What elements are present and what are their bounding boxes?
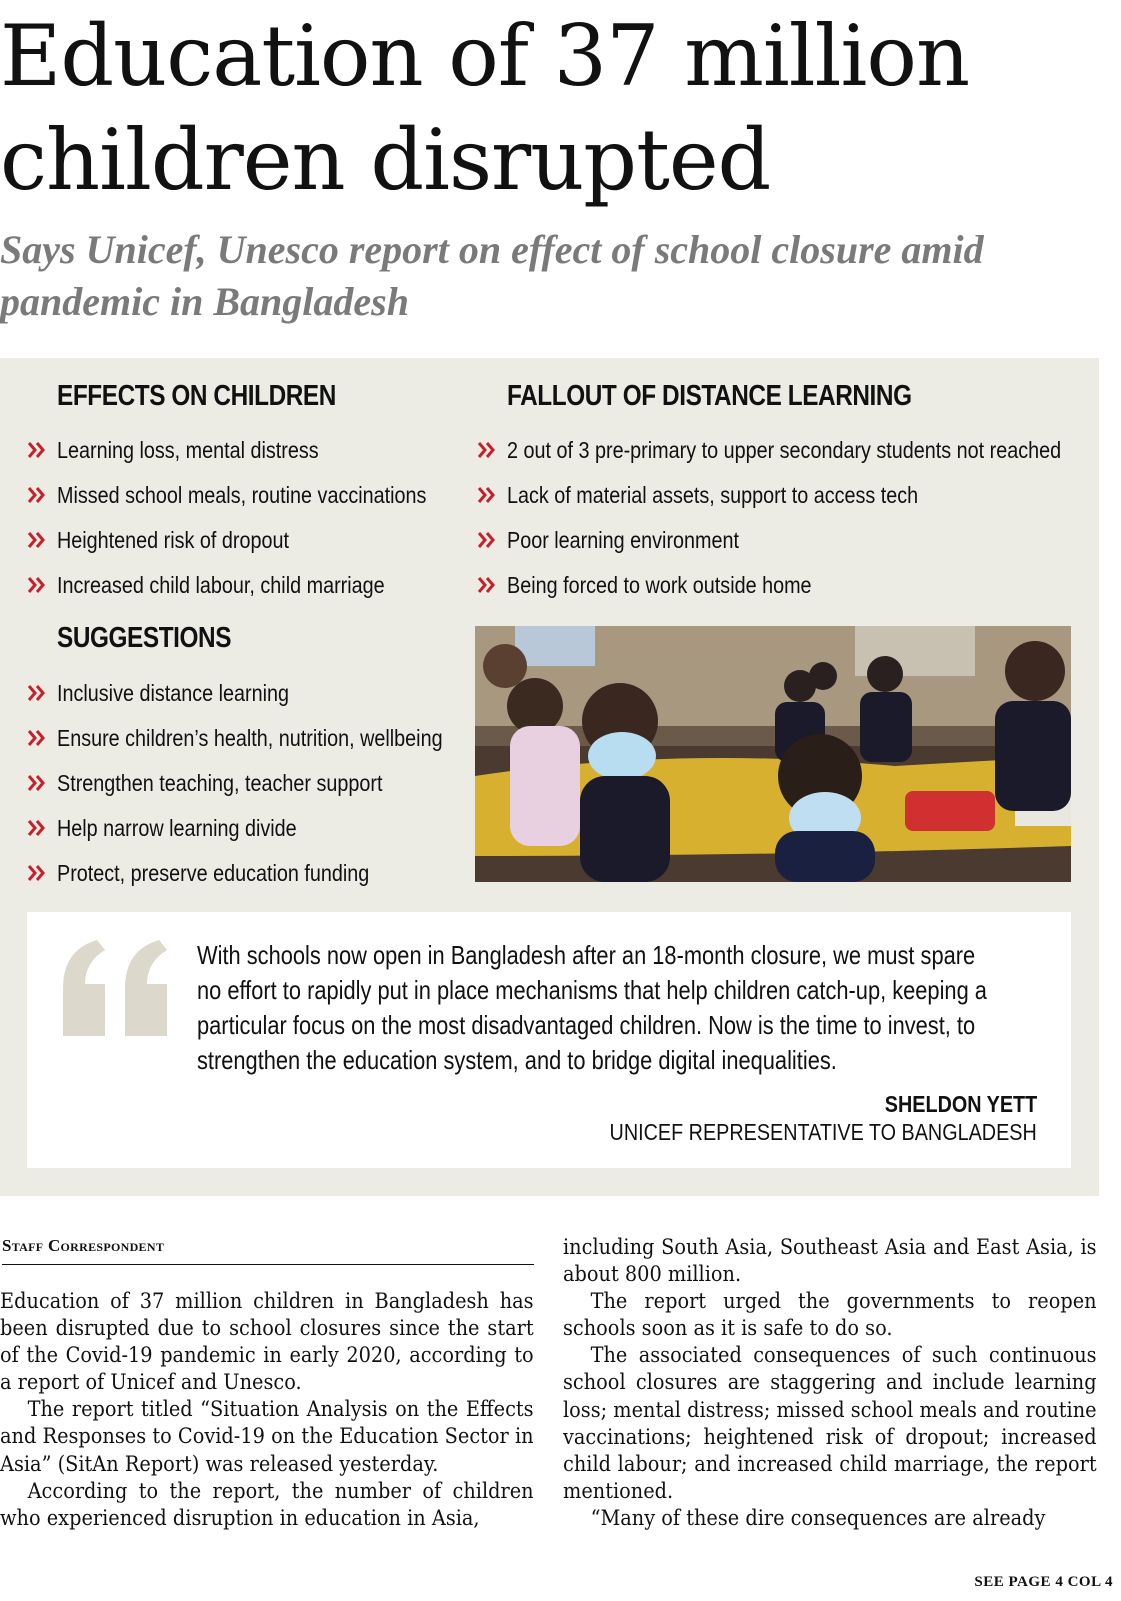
list-item (477, 428, 1121, 473)
double-chevron-icon (27, 485, 47, 505)
article-paragraph: According to the report, the number of children who experienced disruption in education in Asia, (0, 1478, 534, 1530)
list-item-text: 2 out of 3 pre-primary to upper secondary students not reached (507, 437, 1062, 463)
continuation-note: SEE PAGE 4 COL 4 (974, 1574, 1113, 1590)
list-item-text: Heightened risk of dropout (57, 527, 290, 553)
fallout-list (477, 428, 1121, 608)
classroom-photo (475, 626, 1071, 882)
double-chevron-icon (27, 818, 47, 838)
list-item (27, 671, 505, 716)
double-chevron-icon (477, 575, 497, 595)
list-item (27, 716, 505, 761)
suggestions-list (27, 671, 505, 896)
quote-box (27, 912, 1071, 1168)
double-chevron-icon (477, 440, 497, 460)
article-paragraph: including South Asia, Southeast Asia and East Asia, is about 800 million. (563, 1235, 1097, 1287)
quote-text: With schools now open in Bangladesh after an 18-month closure, we must spare no effort to rapidly put in place mechanisms that help children catch-up, keeping a particular focus on the most disadvantaged children. Now is the time to invest, to strengthen the education system, and to bridge digital inequalities. (197, 940, 987, 1075)
article-paragraph: The associated consequences of such continuous school closures are staggering and include learning loss; mental distress; missed school meals and routine vaccinations; heightened risk of dropout; increased child labour; and increased child marriage, the report mentioned. (563, 1343, 1097, 1503)
double-chevron-icon (477, 485, 497, 505)
list-item (477, 518, 1121, 563)
list-item (27, 428, 487, 473)
list-item-text: Inclusive distance learning (57, 680, 290, 706)
list-item-text: Lack of material assets, support to access tech (507, 482, 919, 508)
list-item (27, 473, 487, 518)
list-item-text: Increased child labour, child marriage (57, 572, 385, 598)
quote-mark-icon (57, 940, 177, 1036)
list-item-text: Being forced to work outside home (507, 572, 812, 598)
info-box (0, 358, 1099, 1196)
article-paragraph: Education of 37 million children in Bangladesh has been disrupted due to school closures since the start of the Covid-19 pandemic in early 2020, according to a report of Unicef and Unesco. (0, 1289, 534, 1395)
list-item (477, 563, 1121, 608)
list-item (27, 761, 505, 806)
effects-list (27, 428, 487, 608)
list-item-text: Learning loss, mental distress (57, 437, 319, 463)
list-item-text: Protect, preserve education funding (57, 860, 370, 886)
headline: Education of 37 million children disrupted (0, 7, 970, 209)
double-chevron-icon (27, 575, 47, 595)
double-chevron-icon (27, 728, 47, 748)
double-chevron-icon (477, 530, 497, 550)
double-chevron-icon (27, 440, 47, 460)
list-item-text: Help narrow learning divide (57, 815, 297, 841)
double-chevron-icon (27, 863, 47, 883)
list-item-text: Strengthen teaching, teacher support (57, 770, 383, 796)
list-item (27, 563, 487, 608)
suggestions-title: SUGGESTIONS (57, 622, 232, 654)
list-item-text: Missed school meals, routine vaccinations (57, 482, 427, 508)
fallout-title: FALLOUT OF DISTANCE LEARNING (507, 380, 912, 412)
article-column-right (563, 1234, 1097, 1532)
article-column-left (0, 1288, 534, 1532)
list-item (27, 851, 505, 896)
quote-author-role: UNICEF REPRESENTATIVE TO BANGLADESH (609, 1119, 1037, 1145)
byline: Staff Correspondent (2, 1236, 534, 1265)
subhead: Says Unicef, Unesco report on effect of school closure amid pandemic in Bangladesh (0, 227, 984, 324)
list-item-text: Poor learning environment (507, 527, 740, 553)
effects-title: EFFECTS ON CHILDREN (57, 380, 336, 412)
double-chevron-icon (27, 683, 47, 703)
quote-author: SHELDON YETT (884, 1091, 1037, 1117)
double-chevron-icon (27, 530, 47, 550)
article-paragraph: The report titled “Situation Analysis on the Effects and Responses to Covid-19 on the Education Sector in Asia” (SitAn Report) was released yesterday. (0, 1397, 534, 1476)
double-chevron-icon (27, 773, 47, 793)
article-paragraph: The report urged the governments to reopen schools soon as it is safe to do so. (563, 1289, 1097, 1341)
list-item (27, 518, 487, 563)
list-item-text: Ensure children’s health, nutrition, wellbeing (57, 725, 443, 751)
list-item (477, 473, 1121, 518)
article-paragraph: “Many of these dire consequences are already (590, 1505, 1046, 1530)
list-item (27, 806, 505, 851)
